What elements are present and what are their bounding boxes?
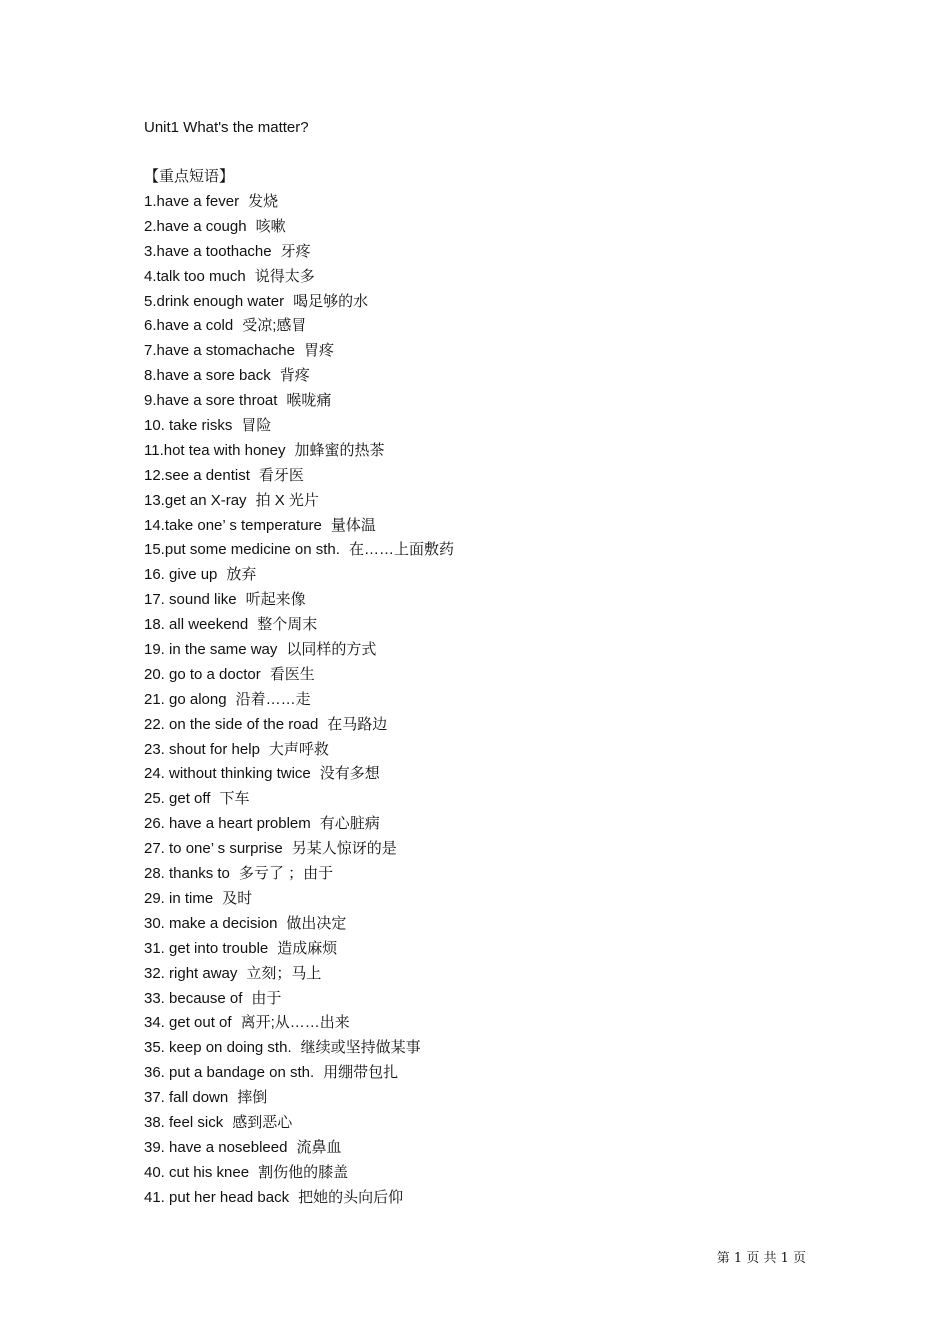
list-item xyxy=(144,964,454,989)
phrase-english: 12.see a dentist xyxy=(144,466,250,484)
phrase-english: 40. cut his knee xyxy=(144,1163,250,1181)
phrase-chinese: 另某人惊讶的是 xyxy=(291,840,397,858)
phrase-chinese: 听起来像 xyxy=(245,591,306,609)
phrase-english: 30. make a decision xyxy=(144,914,278,932)
phrase-chinese: 整个周末 xyxy=(257,616,318,634)
phrase-english: 41. put her head back xyxy=(144,1188,290,1206)
phrase-chinese: 有心脏病 xyxy=(319,815,380,833)
phrase-english: 18. all weekend xyxy=(144,616,249,634)
list-item xyxy=(144,690,454,715)
phrase-english: 14.take one’ s temperature xyxy=(144,516,322,534)
phrase-english: 35. keep on doing sth. xyxy=(144,1039,292,1057)
phrase-english: 36. put a bandage on sth. xyxy=(144,1064,315,1082)
phrase-chinese: 做出决定 xyxy=(286,914,347,932)
phrase-chinese: 在……上面敷药 xyxy=(348,541,454,559)
list-item xyxy=(144,989,454,1014)
phrase-chinese: 多亏了 ；由于 xyxy=(238,865,334,883)
phrase-chinese: 看医生 xyxy=(269,665,315,683)
phrase-english: 33. because of xyxy=(144,989,243,1007)
list-item xyxy=(144,441,454,466)
list-item xyxy=(144,316,454,341)
phrase-english: 1.have a fever xyxy=(144,193,240,210)
phrase-chinese: 立刻；马上 xyxy=(246,964,322,982)
list-item xyxy=(144,839,454,864)
phrase-english: 34. get out of xyxy=(144,1014,232,1032)
phrase-chinese: 背疼 xyxy=(279,367,310,385)
phrase-english: 4.talk too much xyxy=(144,267,246,285)
list-item xyxy=(144,715,454,740)
page-footer: 第 1 页 共 1 页 xyxy=(716,1251,806,1266)
phrase-english: 7.have a stomachache xyxy=(144,342,295,360)
list-item xyxy=(144,416,454,441)
phrase-english: 19. in the same way xyxy=(144,641,278,659)
phrase-english: 11.hot tea with honey xyxy=(144,441,286,459)
phrase-english: 13.get an X-ray xyxy=(144,491,247,509)
phrase-chinese: 咳嗽 xyxy=(255,217,286,235)
list-item xyxy=(144,1013,454,1038)
list-item xyxy=(144,391,454,416)
list-item xyxy=(144,516,454,541)
list-item xyxy=(144,914,454,939)
list-item xyxy=(144,1138,454,1163)
list-item xyxy=(144,565,454,590)
phrase-english: 31. get into trouble xyxy=(144,939,269,957)
list-item xyxy=(144,1188,454,1213)
phrase-english: 20. go to a doctor xyxy=(144,665,261,683)
list-item xyxy=(144,939,454,964)
list-item xyxy=(144,1163,454,1188)
phrase-chinese: 流鼻血 xyxy=(296,1138,342,1156)
phrase-english: 9.have a sore throat xyxy=(144,392,278,410)
phrase-english: 24. without thinking twice xyxy=(144,765,311,783)
phrase-chinese: 由于 xyxy=(251,989,282,1007)
phrase-chinese: 冒险 xyxy=(241,417,272,435)
phrase-chinese: 感到恶心 xyxy=(232,1113,293,1131)
phrase-chinese: 胃疼 xyxy=(303,342,334,360)
phrase-chinese: 造成麻烦 xyxy=(277,939,338,957)
phrase-english: 10. take risks xyxy=(144,417,233,435)
phrase-chinese: 量体温 xyxy=(330,516,376,534)
phrase-english: 5.drink enough water xyxy=(144,292,285,310)
list-item xyxy=(144,466,454,491)
phrase-chinese: 加蜂蜜的热茶 xyxy=(294,441,385,459)
list-item xyxy=(144,292,454,317)
phrase-chinese: 下车 xyxy=(219,790,250,808)
list-item xyxy=(144,1063,454,1088)
phrase-chinese: 摔倒 xyxy=(237,1089,268,1107)
list-item xyxy=(144,267,454,292)
phrase-english: 8.have a sore back xyxy=(144,367,271,385)
list-item xyxy=(144,640,454,665)
phrase-english: 37. fall down xyxy=(144,1089,229,1107)
phrase-english: 38. feel sick xyxy=(144,1113,224,1131)
phrase-chinese: 喝足够的水 xyxy=(293,292,369,310)
list-item xyxy=(144,864,454,889)
phrase-chinese: 没有多想 xyxy=(319,765,380,783)
phrase-english: 3.have a toothache xyxy=(144,242,272,260)
list-item xyxy=(144,217,454,242)
section-heading: 【重点短语】 xyxy=(144,168,235,185)
phrase-chinese: 看牙医 xyxy=(258,466,304,484)
phrase-english: 17. sound like xyxy=(144,591,237,609)
phrase-chinese: 发烧 xyxy=(248,193,279,210)
phrase-english: 32. right away xyxy=(144,964,238,982)
list-item xyxy=(144,491,454,516)
list-item xyxy=(144,341,454,366)
phrase-chinese: 割伤他的膝盖 xyxy=(258,1163,349,1181)
phrase-chinese: 牙疼 xyxy=(280,242,311,260)
list-item xyxy=(144,1113,454,1138)
phrase-chinese: 及时 xyxy=(222,889,253,907)
phrase-chinese: 拍 X 光片 xyxy=(255,491,319,509)
list-item xyxy=(144,366,454,391)
phrase-english: 27. to one’ s surprise xyxy=(144,840,283,858)
phrase-english: 39. have a nosebleed xyxy=(144,1138,288,1156)
list-item xyxy=(144,1038,454,1063)
phrase-chinese: 用绷带包扎 xyxy=(323,1064,399,1082)
phrase-chinese: 沿着……走 xyxy=(235,690,311,708)
phrase-english: 6.have a cold xyxy=(144,317,234,335)
list-item xyxy=(144,665,454,690)
list-item xyxy=(144,192,454,217)
phrase-chinese: 继续或坚持做某事 xyxy=(300,1039,421,1057)
phrase-chinese: 离开;从……出来 xyxy=(240,1014,350,1032)
phrase-list xyxy=(144,192,454,1213)
phrase-english: 16. give up xyxy=(144,566,218,584)
list-item xyxy=(144,615,454,640)
phrase-english: 29. in time xyxy=(144,889,214,907)
phrase-chinese: 大声呼救 xyxy=(268,740,329,758)
list-item xyxy=(144,740,454,765)
phrase-english: 28. thanks to xyxy=(144,865,230,883)
phrase-english: 22. on the side of the road xyxy=(144,715,319,733)
list-item xyxy=(144,1088,454,1113)
phrase-chinese: 喉咙痛 xyxy=(286,392,332,410)
phrase-chinese: 以同样的方式 xyxy=(286,641,377,659)
list-item xyxy=(144,242,454,267)
list-item xyxy=(144,789,454,814)
list-item xyxy=(144,814,454,839)
phrase-english: 2.have a cough xyxy=(144,217,247,235)
list-item xyxy=(144,764,454,789)
phrase-english: 15.put some medicine on sth. xyxy=(144,541,340,559)
phrase-chinese: 放弃 xyxy=(226,566,257,584)
phrase-chinese: 受凉;感冒 xyxy=(242,317,307,335)
list-item xyxy=(144,889,454,914)
list-item xyxy=(144,540,454,565)
document-title: Unit1 What's the matter? xyxy=(144,119,309,136)
phrase-chinese: 说得太多 xyxy=(254,267,315,285)
list-item xyxy=(144,590,454,615)
phrase-english: 25. get off xyxy=(144,790,211,808)
phrase-chinese: 在马路边 xyxy=(327,715,388,733)
phrase-english: 26. have a heart problem xyxy=(144,815,311,833)
phrase-english: 23. shout for help xyxy=(144,740,260,758)
phrase-chinese: 把她的头向后仰 xyxy=(298,1188,404,1206)
phrase-english: 21. go along xyxy=(144,690,227,708)
